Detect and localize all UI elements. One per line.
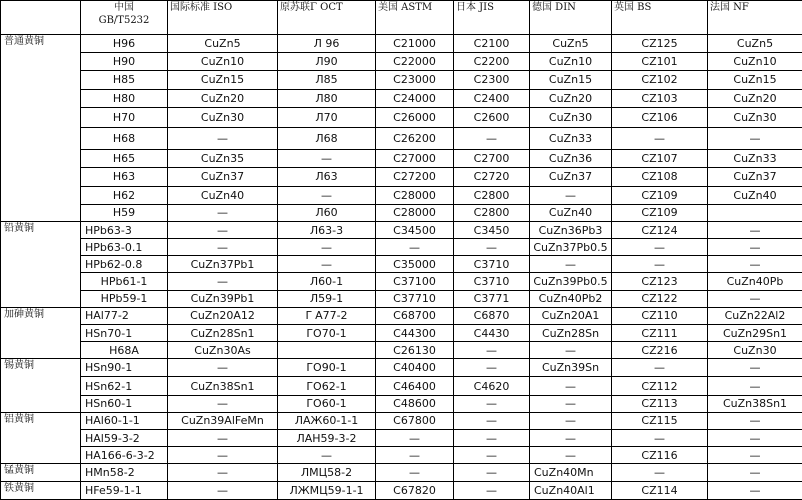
cell-gost: ЛМЦ58-2 <box>278 464 376 481</box>
cell-din: — <box>530 447 612 464</box>
table-row <box>1 324 802 341</box>
cell-din: CuZn20 <box>530 89 612 107</box>
cell-iso: CuZn28Sn1 <box>168 324 278 341</box>
cell-nf: CuZn10 <box>708 53 802 71</box>
category-manganese-brass: 锰黄铜 <box>1 464 81 481</box>
cell-iso: CuZn39Pb1 <box>168 290 278 307</box>
category-iron-brass: 铁黄铜 <box>1 481 81 499</box>
cell-cn: H70 <box>81 107 168 127</box>
table-row <box>1 359 802 377</box>
table-row <box>1 35 802 53</box>
cell-iso: — <box>168 464 278 481</box>
cell-iso: CuZn35 <box>168 150 278 168</box>
cell-bs: CZ107 <box>612 150 708 168</box>
header-astm: 美国 ASTM <box>376 1 454 35</box>
cell-nf <box>708 204 802 221</box>
cell-iso: CuZn20A12 <box>168 307 278 324</box>
category-tin-brass: 锡黄铜 <box>1 359 81 413</box>
cell-iso: — <box>168 447 278 464</box>
cell-din: — <box>530 186 612 204</box>
cell-cn: H96 <box>81 35 168 53</box>
cell-gost: Л59-1 <box>278 290 376 307</box>
cell-gost: ЛАН59-3-2 <box>278 430 376 447</box>
cell-jis: C2300 <box>454 71 530 89</box>
cell-nf: — <box>708 447 802 464</box>
cell-bs: CZ101 <box>612 53 708 71</box>
cell-gost: Л63 <box>278 168 376 186</box>
cell-jis: C2800 <box>454 186 530 204</box>
cell-gost: ГО70-1 <box>278 324 376 341</box>
cell-jis: C6870 <box>454 307 530 324</box>
cell-astm: C44300 <box>376 324 454 341</box>
cell-iso: CuZn5 <box>168 35 278 53</box>
cell-jis: C2700 <box>454 150 530 168</box>
cell-astm: C37710 <box>376 290 454 307</box>
table-row <box>1 447 802 464</box>
header-iso: 国际标准 ISO <box>168 1 278 35</box>
cell-din: CuZn40 <box>530 204 612 221</box>
cell-cn: HSn90-1 <box>81 359 168 377</box>
cell-iso: CuZn30 <box>168 107 278 127</box>
cell-cn: HFe59-1-1 <box>81 481 168 499</box>
cell-din: CuZn37 <box>530 168 612 186</box>
cell-din: CuZn39Pb0.5 <box>530 273 612 290</box>
cell-iso: — <box>168 430 278 447</box>
cell-gost: Л85 <box>278 71 376 89</box>
cell-nf: CuZn5 <box>708 35 802 53</box>
cell-iso: CuZn20 <box>168 89 278 107</box>
cell-bs: CZ106 <box>612 107 708 127</box>
cell-nf: CuZn40Pb <box>708 273 802 290</box>
cell-gost: — <box>278 447 376 464</box>
header-row <box>1 1 802 35</box>
cell-gost: Л63-3 <box>278 221 376 238</box>
cell-jis: — <box>454 464 530 481</box>
cell-jis: C2600 <box>454 107 530 127</box>
cell-din: CuZn37Pb0.5 <box>530 239 612 256</box>
cell-bs: CZ111 <box>612 324 708 341</box>
cell-cn: HPb61-1 <box>81 273 168 290</box>
cell-iso: CuZn39AlFeMn <box>168 412 278 429</box>
cell-din: CuZn20A1 <box>530 307 612 324</box>
cell-cn: H80 <box>81 89 168 107</box>
table-row <box>1 342 802 359</box>
cell-jis: C4430 <box>454 324 530 341</box>
cell-astm: C34500 <box>376 221 454 238</box>
cell-gost: ЛАЖ60-1-1 <box>278 412 376 429</box>
cell-astm: C27200 <box>376 168 454 186</box>
cell-din: — <box>530 256 612 273</box>
cell-cn: HMn58-2 <box>81 464 168 481</box>
cell-bs: CZ108 <box>612 168 708 186</box>
cell-bs: CZ116 <box>612 447 708 464</box>
cell-bs: CZ122 <box>612 290 708 307</box>
header-china <box>81 1 168 35</box>
cell-astm: C24000 <box>376 89 454 107</box>
cell-jis: — <box>454 359 530 377</box>
cell-bs: CZ110 <box>612 307 708 324</box>
cell-jis: — <box>454 342 530 359</box>
cell-cn: HPb63-3 <box>81 221 168 238</box>
cell-nf: CuZn38Sn1 <box>708 395 802 412</box>
cell-jis: C3450 <box>454 221 530 238</box>
cell-jis: C2100 <box>454 35 530 53</box>
cell-nf: — <box>708 239 802 256</box>
cell-bs: CZ115 <box>612 412 708 429</box>
cell-cn: HAl77-2 <box>81 307 168 324</box>
table-row <box>1 464 802 481</box>
cell-gost: Л 96 <box>278 35 376 53</box>
cell-din: CuZn40Pb2 <box>530 290 612 307</box>
cell-bs: — <box>612 127 708 149</box>
table-row <box>1 168 802 186</box>
cell-gost: Л80 <box>278 89 376 107</box>
table-row <box>1 377 802 395</box>
table-row <box>1 395 802 412</box>
cell-cn: H85 <box>81 71 168 89</box>
cell-astm: C28000 <box>376 204 454 221</box>
cell-din: CuZn30 <box>530 107 612 127</box>
cell-nf: — <box>708 359 802 377</box>
cell-din: CuZn5 <box>530 35 612 53</box>
cell-din: CuZn36 <box>530 150 612 168</box>
cell-astm: C67820 <box>376 481 454 499</box>
table-row <box>1 256 802 273</box>
cell-iso: CuZn40 <box>168 186 278 204</box>
cell-astm: C68700 <box>376 307 454 324</box>
table-row <box>1 127 802 149</box>
cell-nf: — <box>708 221 802 238</box>
table-row <box>1 481 802 499</box>
cell-iso: CuZn37Pb1 <box>168 256 278 273</box>
cell-iso: — <box>168 359 278 377</box>
table-row <box>1 307 802 324</box>
cell-gost: ГО60-1 <box>278 395 376 412</box>
cell-nf: CuZn40 <box>708 186 802 204</box>
cell-iso: CuZn30As <box>168 342 278 359</box>
cell-nf: CuZn22Al2 <box>708 307 802 324</box>
cell-bs: CZ216 <box>612 342 708 359</box>
cell-astm: — <box>376 464 454 481</box>
cell-cn: HAl59-3-2 <box>81 430 168 447</box>
cell-nf: CuZn37 <box>708 168 802 186</box>
cell-jis: — <box>454 481 530 499</box>
cell-gost: ЛЖМЦ59-1-1 <box>278 481 376 499</box>
cell-astm: C26130 <box>376 342 454 359</box>
cell-jis: C3771 <box>454 290 530 307</box>
cell-gost: ГО62-1 <box>278 377 376 395</box>
cell-cn: HA166-6-3-2 <box>81 447 168 464</box>
cell-din: — <box>530 430 612 447</box>
cell-bs: CZ123 <box>612 273 708 290</box>
table-row <box>1 186 802 204</box>
cell-jis: C4620 <box>454 377 530 395</box>
cell-nf: CuZn30 <box>708 342 802 359</box>
cell-astm: C27000 <box>376 150 454 168</box>
cell-jis: C3710 <box>454 256 530 273</box>
cell-astm: C23000 <box>376 71 454 89</box>
cell-gost: Л90 <box>278 53 376 71</box>
cell-iso: CuZn15 <box>168 71 278 89</box>
cell-bs: — <box>612 239 708 256</box>
cell-cn: HSn70-1 <box>81 324 168 341</box>
cell-cn: H90 <box>81 53 168 71</box>
cell-astm: — <box>376 239 454 256</box>
cell-astm: — <box>376 430 454 447</box>
header-bs: 英国 BS <box>612 1 708 35</box>
table-row <box>1 290 802 307</box>
cell-cn: H68 <box>81 127 168 149</box>
cell-nf: CuZn33 <box>708 150 802 168</box>
header-china-line2: GB/T5232 <box>98 15 150 26</box>
header-china-line1: 中国 <box>114 2 134 13</box>
cell-gost: Γ A77-2 <box>278 307 376 324</box>
table-row <box>1 71 802 89</box>
cell-astm: C46400 <box>376 377 454 395</box>
cell-din: CuZn15 <box>530 71 612 89</box>
cell-cn: H63 <box>81 168 168 186</box>
cell-jis: — <box>454 447 530 464</box>
cell-astm: C26200 <box>376 127 454 149</box>
cell-gost: ГО90-1 <box>278 359 376 377</box>
cell-gost: — <box>278 239 376 256</box>
header-jis: 日本 JIS <box>454 1 530 35</box>
cell-jis: — <box>454 395 530 412</box>
cell-bs: CZ112 <box>612 377 708 395</box>
cell-cn: H68A <box>81 342 168 359</box>
table-row <box>1 150 802 168</box>
cell-bs: CZ103 <box>612 89 708 107</box>
cell-bs: — <box>612 359 708 377</box>
cell-nf: CuZn29Sn1 <box>708 324 802 341</box>
cell-gost: Л60 <box>278 204 376 221</box>
cell-cn: H59 <box>81 204 168 221</box>
cell-astm: C37100 <box>376 273 454 290</box>
cell-iso: — <box>168 239 278 256</box>
cell-bs: — <box>612 256 708 273</box>
cell-bs: CZ102 <box>612 71 708 89</box>
table-row <box>1 273 802 290</box>
cell-gost: Л68 <box>278 127 376 149</box>
cell-nf: CuZn15 <box>708 71 802 89</box>
cell-din: — <box>530 395 612 412</box>
cell-jis: — <box>454 430 530 447</box>
cell-astm: C26000 <box>376 107 454 127</box>
cell-nf: CuZn30 <box>708 107 802 127</box>
cell-astm: — <box>376 447 454 464</box>
cell-astm: C40400 <box>376 359 454 377</box>
cell-jis: C2720 <box>454 168 530 186</box>
cell-din: CuZn39Sn <box>530 359 612 377</box>
cell-iso: — <box>168 204 278 221</box>
cell-jis: C2400 <box>454 89 530 107</box>
cell-din: CuZn10 <box>530 53 612 71</box>
cell-jis: C3710 <box>454 273 530 290</box>
cell-din: — <box>530 342 612 359</box>
category-ordinary-brass: 普通黄铜 <box>1 35 81 222</box>
cell-bs: CZ109 <box>612 186 708 204</box>
cell-bs: CZ114 <box>612 481 708 499</box>
cell-iso: CuZn10 <box>168 53 278 71</box>
cell-cn: HPb62-0.8 <box>81 256 168 273</box>
cell-astm: C48600 <box>376 395 454 412</box>
cell-nf: — <box>708 256 802 273</box>
table-row <box>1 430 802 447</box>
cell-astm: C35000 <box>376 256 454 273</box>
cell-astm: C67800 <box>376 412 454 429</box>
cell-iso: — <box>168 481 278 499</box>
cell-bs: — <box>612 430 708 447</box>
cell-jis: C2200 <box>454 53 530 71</box>
cell-cn: H62 <box>81 186 168 204</box>
cell-cn: HSn60-1 <box>81 395 168 412</box>
cell-din: CuZn33 <box>530 127 612 149</box>
cell-nf: — <box>708 481 802 499</box>
cell-cn: H65 <box>81 150 168 168</box>
cell-bs: CZ113 <box>612 395 708 412</box>
cell-astm: C28000 <box>376 186 454 204</box>
cell-iso: CuZn38Sn1 <box>168 377 278 395</box>
cell-iso: CuZn37 <box>168 168 278 186</box>
cell-cn: HPb59-1 <box>81 290 168 307</box>
cell-din: — <box>530 377 612 395</box>
cell-iso: — <box>168 273 278 290</box>
cell-nf: — <box>708 377 802 395</box>
category-lead-brass: 铅黄铜 <box>1 221 81 307</box>
cell-astm: C22000 <box>376 53 454 71</box>
cell-iso: — <box>168 127 278 149</box>
cell-jis: — <box>454 239 530 256</box>
table-row <box>1 89 802 107</box>
cell-nf: — <box>708 412 802 429</box>
cell-bs: CZ125 <box>612 35 708 53</box>
cell-nf: — <box>708 430 802 447</box>
cell-astm: C21000 <box>376 35 454 53</box>
cell-bs: — <box>612 464 708 481</box>
cell-iso: — <box>168 221 278 238</box>
cell-gost: — <box>278 150 376 168</box>
cell-nf: — <box>708 127 802 149</box>
cell-din: CuZn40Al1 <box>530 481 612 499</box>
cell-cn: HPb63-0.1 <box>81 239 168 256</box>
header-nf: 法国 NF <box>708 1 802 35</box>
cell-din: — <box>530 412 612 429</box>
cell-gost <box>278 342 376 359</box>
header-category <box>1 1 81 35</box>
header-din: 德国 DIN <box>530 1 612 35</box>
category-aluminum-brass: 铝黄铜 <box>1 412 81 464</box>
category-arsenic-brass: 加砷黄铜 <box>1 307 81 359</box>
cell-gost: — <box>278 256 376 273</box>
cell-din: CuZn40Mn <box>530 464 612 481</box>
cell-jis: — <box>454 412 530 429</box>
cell-cn: HSn62-1 <box>81 377 168 395</box>
table-row <box>1 412 802 429</box>
cell-nf: CuZn20 <box>708 89 802 107</box>
table-row <box>1 53 802 71</box>
cell-bs: CZ124 <box>612 221 708 238</box>
cell-iso: — <box>168 395 278 412</box>
cell-nf: — <box>708 464 802 481</box>
cell-jis: C2800 <box>454 204 530 221</box>
header-gost: 原苏联Γ OCT <box>278 1 376 35</box>
cell-din: CuZn36Pb3 <box>530 221 612 238</box>
cell-bs: CZ109 <box>612 204 708 221</box>
cell-gost: Л60-1 <box>278 273 376 290</box>
cell-nf: — <box>708 290 802 307</box>
cell-gost: — <box>278 186 376 204</box>
table-row <box>1 204 802 221</box>
cell-gost: Л70 <box>278 107 376 127</box>
cell-cn: HAl60-1-1 <box>81 412 168 429</box>
table-row <box>1 221 802 238</box>
cell-din: CuZn28Sn <box>530 324 612 341</box>
cell-jis: — <box>454 127 530 149</box>
table-row <box>1 107 802 127</box>
table-row <box>1 239 802 256</box>
